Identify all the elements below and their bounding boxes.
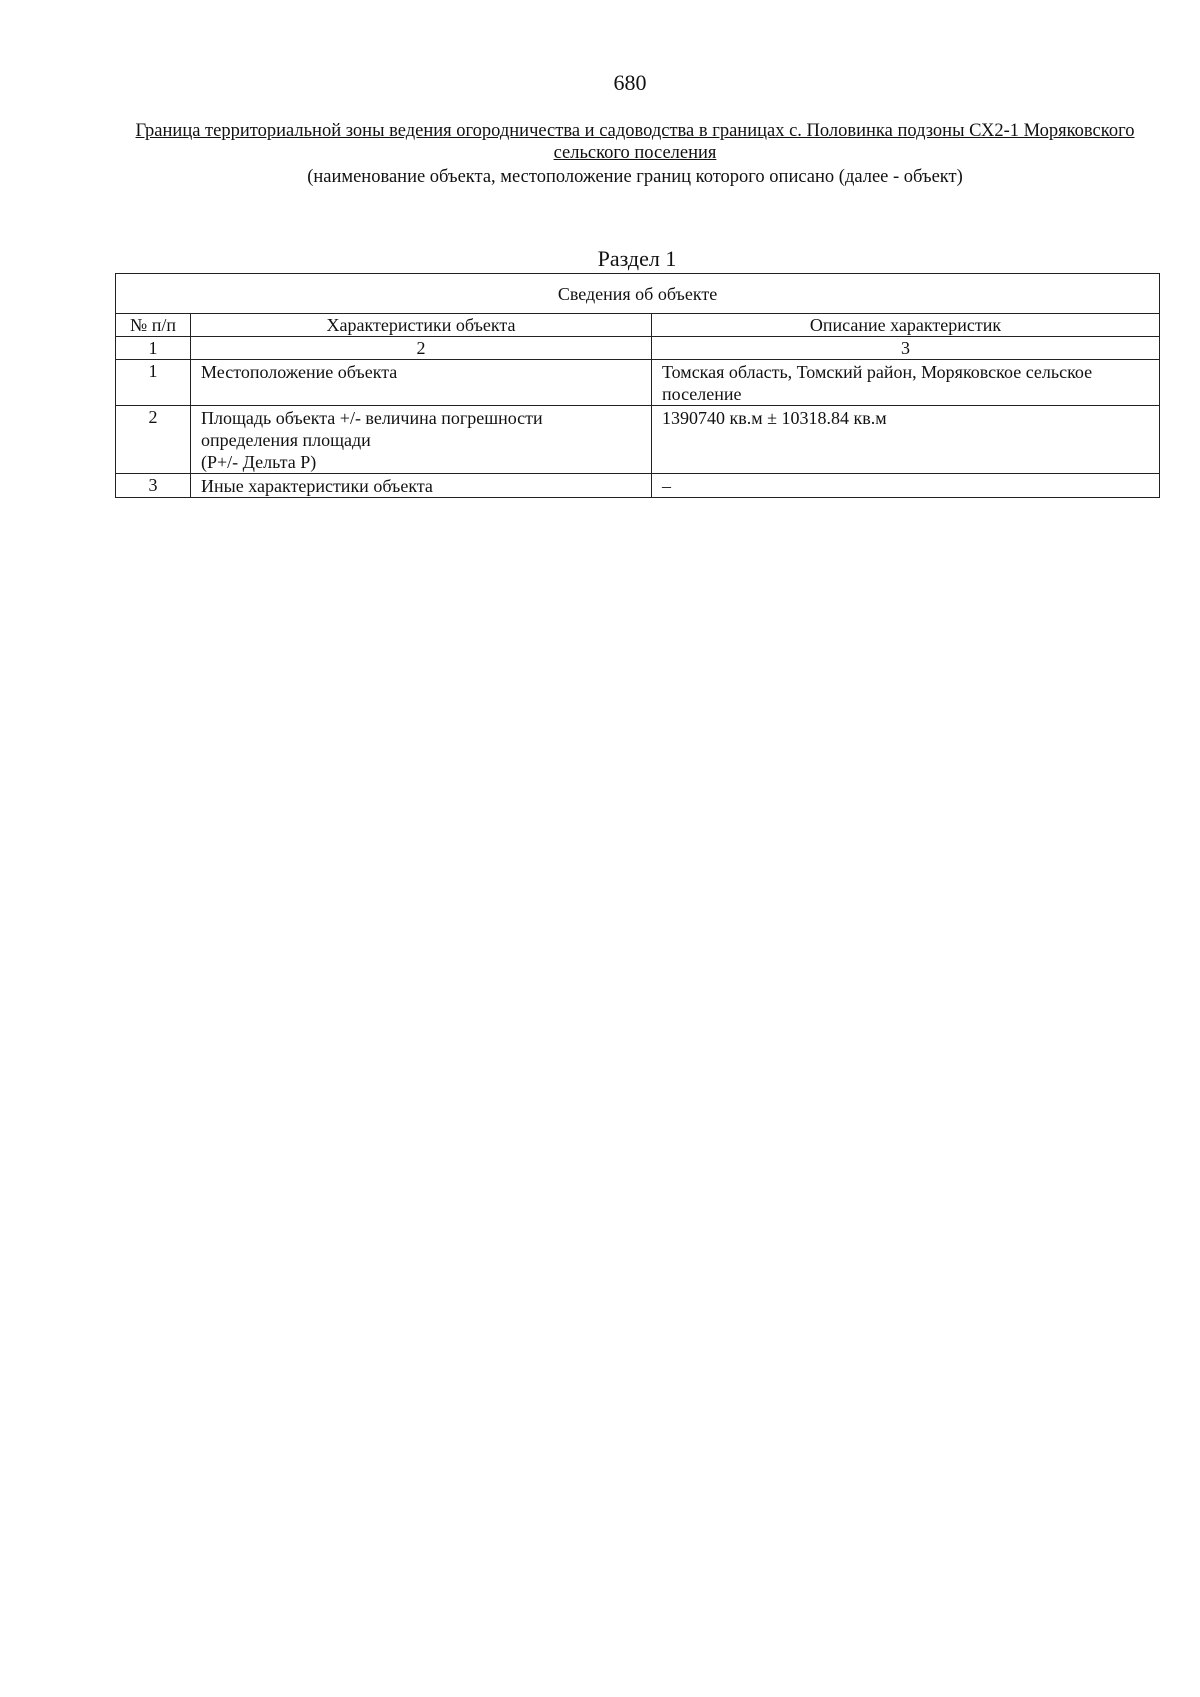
page-number: 680: [613, 70, 647, 95]
row-description: –: [652, 474, 1160, 498]
row-number: 3: [116, 474, 191, 498]
header-number: № п/п: [116, 314, 191, 337]
table-row: [116, 474, 1160, 498]
row-description: Томская область, Томский район, Моряковское сельское поселение: [652, 360, 1160, 406]
document-title: Граница территориальной зоны ведения огородничества и садоводства в границах с. Половинка подзоны СХ2-1 Моряковского сельского поселения: [135, 121, 1135, 163]
characteristic-line: (P+/- Дельта P): [201, 452, 317, 472]
column-number-1: 1: [116, 337, 191, 360]
table-header-row: [116, 314, 1160, 337]
table-row: [116, 360, 1160, 406]
document-subtitle: (наименование объекта, местоположение границ которого описано (далее - объект): [307, 167, 963, 187]
object-info-table: [115, 273, 1160, 498]
row-characteristic: Местоположение объекта: [191, 360, 652, 406]
header-description: Описание характеристик: [652, 314, 1160, 337]
table-caption: Сведения об объекте: [116, 274, 1160, 314]
row-number: 2: [116, 406, 191, 474]
table-caption-row: [116, 274, 1160, 314]
row-number: 1: [116, 360, 191, 406]
row-characteristic: Иные характеристики объекта: [191, 474, 652, 498]
header-characteristics: Характеристики объекта: [191, 314, 652, 337]
column-number-row: [116, 337, 1160, 360]
column-number-3: 3: [652, 337, 1160, 360]
row-description: 1390740 кв.м ± 10318.84 кв.м: [652, 406, 1160, 474]
table-row: [116, 406, 1160, 474]
characteristic-line: Площадь объекта +/- величина погрешности определения площади: [201, 408, 543, 450]
row-characteristic: [191, 406, 652, 474]
section-title: Раздел 1: [597, 246, 677, 271]
column-number-2: 2: [191, 337, 652, 360]
